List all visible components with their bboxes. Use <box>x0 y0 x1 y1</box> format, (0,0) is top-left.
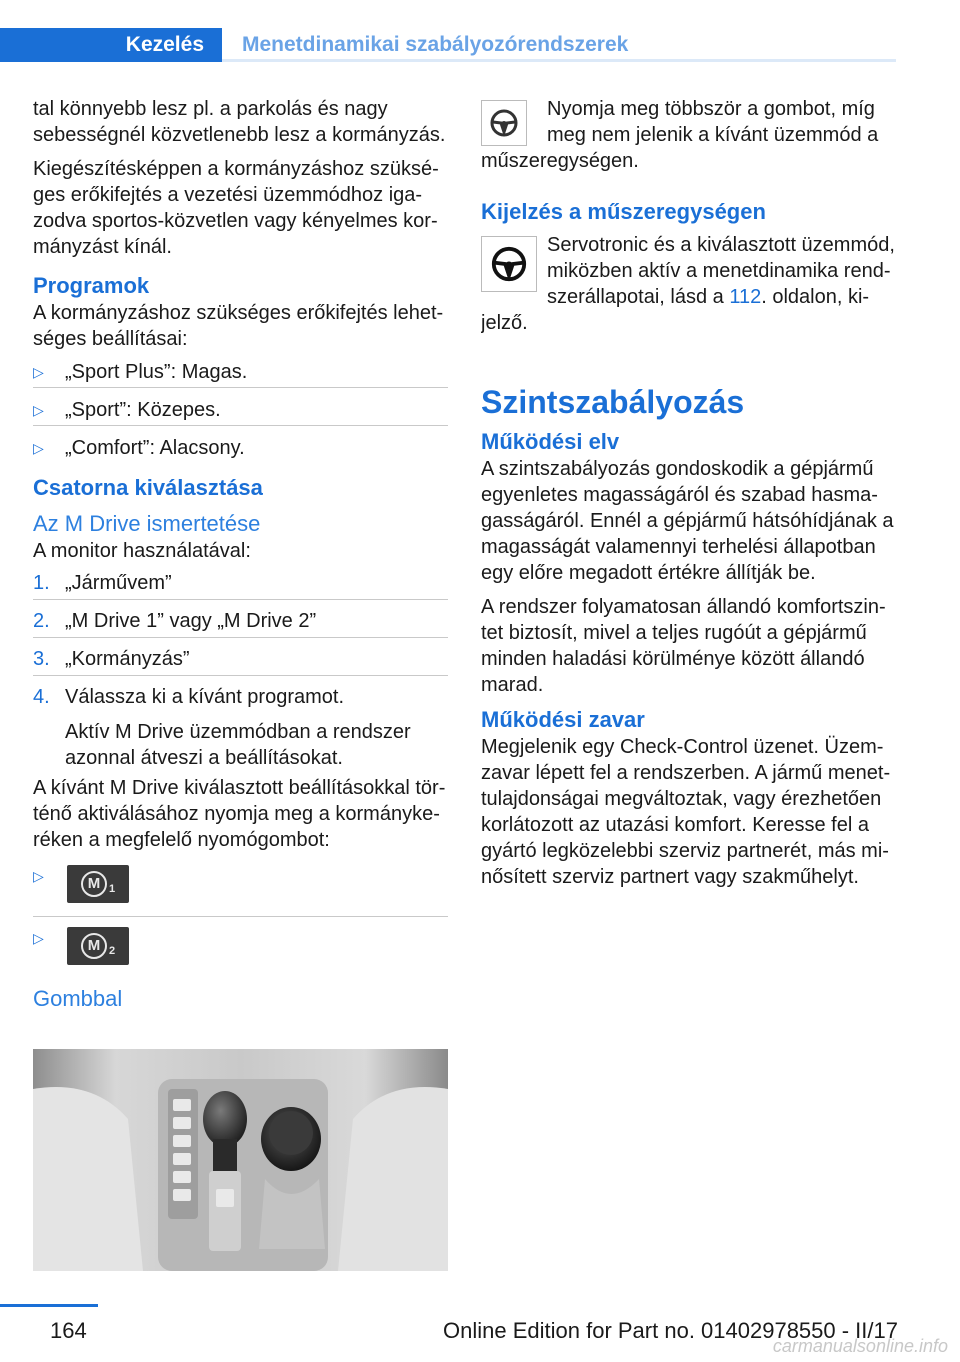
mdrive-heading: Az M Drive ismertetése <box>33 511 261 536</box>
channel-heading: Csatorna kiválasztása <box>33 475 263 500</box>
list-item: 1. „Járművem” <box>33 568 448 600</box>
page-number-rule <box>0 1304 98 1307</box>
list-item: 4. Válassza ki a kívánt programot. <box>33 686 345 708</box>
bullet-triangle-icon: ▷ <box>33 402 44 418</box>
bullet-triangle-icon: ▷ <box>33 364 44 380</box>
intro-paragraph-2: Kiegészítésképpen a kormányzáshoz szükséges erőkifejtés a vezetési üzemmódhoz igazodva sportos-közvetlen vagy kényelmes kormányzást kínál. <box>33 158 439 258</box>
button-heading: Gombbal <box>33 986 123 1011</box>
center-console-photo <box>33 1049 448 1271</box>
display-text: Servotronic és a kiválasztott üzemmód, miközben aktív a menetdinamika rendszerállapotai, lásd a 112. oldalon, kijelző. <box>481 234 895 334</box>
mdrive-after-text: A kívánt M Drive kiválasztott beállításokkal történő aktiválásához nyomja meg a kormánykeréken a megfelelő nyomógombot: <box>33 777 446 851</box>
display-block <box>481 232 896 344</box>
principle-heading: Működési elv <box>481 429 620 454</box>
m-drive-2-button-icon[interactable]: M 2 <box>67 927 129 965</box>
list-item: 2. „M Drive 1” vagy „M Drive 2” <box>33 606 448 638</box>
page-link[interactable]: 112 <box>729 286 762 308</box>
bullet-triangle-icon: ▷ <box>33 440 44 456</box>
mdrive1-item <box>33 861 448 917</box>
fault-text: Megjelenik egy Check-Control üzenet. Üzemzavar lépett fel a rendszerben. A jármű menettulajdonságai megváltoztak, vagy érezhetően korlátozott az utazási komfort. Keresse fel a gyártó legközelebbi szerviz partnerét, más minősített szerviz partnert vagy szakműhelyt. <box>481 736 891 888</box>
steering-wheel-display-icon <box>481 236 537 292</box>
page-header <box>0 0 960 62</box>
list-item: ▷ „Sport Plus”: Magas. <box>33 356 448 388</box>
list-item: 3. „Kormányzás” <box>33 644 448 676</box>
list-item: ▷ „Comfort”: Alacsony. <box>33 437 245 459</box>
bullet-triangle-icon: ▷ <box>33 868 44 884</box>
right-column <box>481 96 896 898</box>
page-number: 164 <box>50 1318 87 1343</box>
section-title[interactable]: Menetdinamikai szabályozórendszerek <box>242 33 629 56</box>
mdrive2-item <box>33 923 448 979</box>
mdrive-text: A monitor használatával: <box>33 540 251 562</box>
press-text: Nyomja meg többször a gombot, míg meg nem jelenik a kívánt üzemmód a műszeregységen. <box>481 98 879 172</box>
intro-paragraph-1: tal könnyebb lesz pl. a parkolás és nagy sebességnél közvetlenebb lesz a kormányzás. <box>33 98 446 146</box>
programs-list <box>33 356 448 464</box>
steps-list <box>33 568 448 771</box>
m-drive-1-button-icon[interactable]: M 1 <box>67 865 129 903</box>
press-block <box>481 96 896 182</box>
programs-heading: Programok <box>33 273 150 298</box>
principle-paragraph-2: A rendszer folyamatosan állandó komfortszintet biztosít, mivel a teljes rugóút a gépjármű minden haladási körülménye között állandó marad. <box>481 596 886 696</box>
steering-wheel-icon <box>481 100 527 146</box>
principle-paragraph-1: A szintszabályozás gondoskodik a gépjármű egyenletes magasságáról és szabad hasmagasságáról. Ennél a gépjármű hátsóhídjának a magasságát valamennyi terhelési állapotban egy előre megadott értékre állítják be. <box>481 458 894 584</box>
watermark: carmanualsonline.info <box>772 1336 948 1356</box>
level-heading: Szintszabályozás <box>481 384 745 420</box>
chapter-tab[interactable]: Kezelés <box>0 28 222 62</box>
display-heading: Kijelzés a műszeregységen <box>481 199 766 224</box>
left-column <box>33 96 448 1013</box>
header-underline <box>222 59 896 62</box>
bullet-triangle-icon: ▷ <box>33 930 44 946</box>
list-item: ▷ „Sport”: Közepes. <box>33 394 448 426</box>
step4-note: Aktív M Drive üzemmódban a rendszer azonnal átveszi a beállításokat. <box>65 721 411 769</box>
fault-heading: Működési zavar <box>481 707 645 732</box>
edition-footer: Online Edition for Part no. 01402978550 - II/17 <box>443 1318 898 1343</box>
programs-text: A kormányzáshoz szükséges erőkifejtés lehetséges beállításai: <box>33 302 444 350</box>
